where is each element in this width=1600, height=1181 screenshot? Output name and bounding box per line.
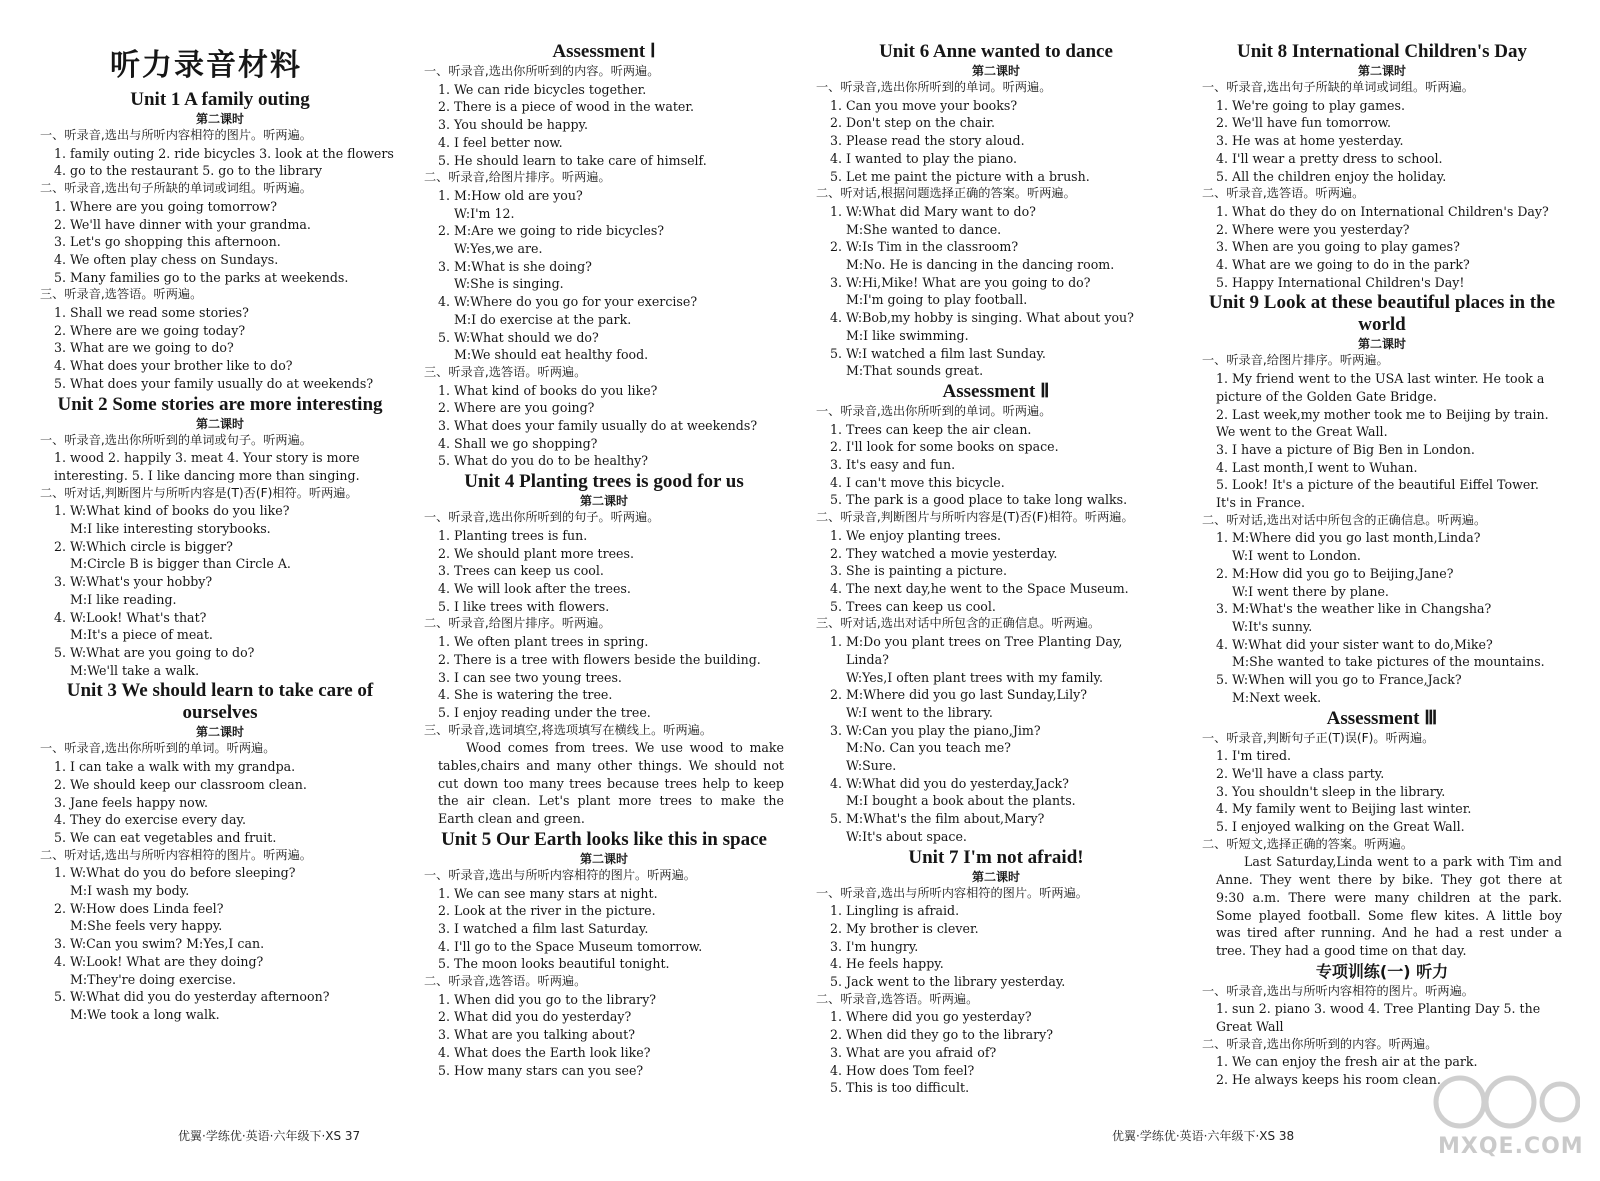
list-item: 2. They watched a movie yesterday. [830, 545, 1058, 561]
list-item: 5. W:What should we do? [438, 329, 599, 345]
list-item: 3. What are you afraid of? [830, 1044, 997, 1060]
list-item: 5. We can eat vegetables and fruit. [54, 829, 277, 845]
list-item: M:I do exercise at the park. [454, 311, 632, 327]
list-item: 2. What did you do yesterday? [438, 1009, 632, 1025]
unit-3-section-2-list [40, 864, 400, 1023]
unit-9-section-1-list [1202, 370, 1562, 512]
list-item: 2. Where are we going today? [54, 322, 246, 338]
list-item: 1. We can enjoy the fresh air at the park. [1216, 1054, 1478, 1070]
assessment-1-section-1: 一、听录音,选出你所听到的内容。听两遍。 [424, 64, 660, 78]
list-item: 5. M:What's the film about,Mary? [830, 811, 1045, 827]
list-item: 4. W:Look! What are they doing? [54, 953, 264, 969]
list-item: 1. What do they do on International Children's Day? [1216, 203, 1549, 219]
column-1 [40, 40, 400, 1024]
list-item: 4. Shall we go shopping? [438, 435, 598, 451]
unit-6-title: Unit 6 Anne wanted to dance [879, 41, 1113, 62]
list-item: 3. W:Hi,Mike! What are you going to do? [830, 274, 1091, 290]
list-item: 3. Please read the story aloud. [830, 133, 1025, 149]
list-item: 4. W:Look! What's that? [54, 609, 207, 625]
list-item: M:Next week. [1232, 689, 1322, 705]
list-item: M:I bought a book about the plants. [846, 793, 1076, 809]
list-item: 1. M:Do you plant trees on Tree Planting Day, [830, 634, 1123, 650]
list-item: 1. Lingling is afraid. [830, 903, 960, 919]
list-item: 5. Trees can keep us cool. [830, 598, 996, 614]
unit-3-title: Unit 3 We should learn to take care of ourselves [66, 680, 374, 724]
list-item: 1. M:How old are you? [438, 187, 583, 203]
list-item: 2. M:Are we going to ride bicycles? [438, 223, 665, 239]
unit-2-section-1-text: 1. wood 2. happily 3. meat 4. Your story is more interesting. 5. I like dancing more than singing. [54, 450, 360, 483]
answer-key-icon [1420, 1072, 1580, 1132]
unit-1-section-2: 二、听录音,选出句子所缺的单词或词组。听两遍。 [40, 181, 312, 196]
unit-3-section-2: 二、听对话,选出与所听内容相符的图片。听两遍。 [40, 847, 312, 862]
list-item: 5. Happy International Children's Day! [1216, 274, 1465, 290]
list-item: 1. We're going to play games. [1216, 97, 1405, 113]
list-item: 5. What does your family usually do at weekends? [54, 375, 374, 391]
unit-4-section-2-list [424, 633, 784, 722]
list-item: 3. Jane feels happy now. [54, 794, 209, 810]
list-item: 5. What do you do to be healthy? [438, 453, 649, 469]
unit-1-section-2-list [40, 198, 400, 287]
unit-5-section-1-list [424, 885, 784, 974]
list-item: W:It's about space. [846, 828, 967, 844]
unit-3-section-1: 一、听录音,选出你所听到的单词。听两遍。 [40, 741, 276, 756]
unit-1-section-3-list [40, 304, 400, 393]
list-item: 1. Where did you go yesterday? [830, 1009, 1032, 1025]
list-item: 2. We'll have dinner with your grandma. [54, 216, 311, 232]
list-item: 5. W:What did you do yesterday afternoon? [54, 989, 330, 1005]
list-item: 2. My brother is clever. [830, 920, 979, 936]
list-item: 3. You shouldn't sleep in the library. [1216, 783, 1446, 799]
list-item: 3. What are we going to do? [54, 340, 234, 356]
list-item: M:I'm going to play football. [846, 292, 1028, 308]
list-item: W:I'm 12. [454, 205, 515, 221]
list-item: 1. Planting trees is fun. [438, 527, 588, 543]
list-item: 2. There is a piece of wood in the water. [438, 99, 694, 115]
list-item: 5. Let me paint the picture with a brush. [830, 168, 1090, 184]
list-item: 2. W:How does Linda feel? [54, 900, 224, 916]
special-training-section-1-text: 1. sun 2. piano 3. wood 4. Tree Planting Day 5. the Great Wall [1216, 1001, 1541, 1035]
list-item: 4. W:Where do you go for your exercise? [438, 294, 698, 310]
list-item: 4. They do exercise every day. [54, 812, 246, 828]
list-item: 1. We can ride bicycles together. [438, 81, 647, 97]
list-item: 4. We often play chess on Sundays. [54, 251, 279, 267]
unit-1-section-1-text: 1. family outing 2. ride bicycles 3. look at the flowers 4. go to the restaurant 5. go to the library [54, 145, 394, 179]
list-item: 4. How does Tom feel? [830, 1062, 975, 1078]
list-item: 1. My friend went to the USA last winter. He took a picture of the Golden Gate Bridge. [1216, 371, 1545, 404]
list-item: 2. Don't step on the chair. [830, 115, 996, 131]
list-item: M:No. Can you teach me? [846, 740, 1011, 756]
list-item: M:It's a piece of meat. [70, 627, 213, 643]
list-item: M:We took a long walk. [70, 1006, 220, 1022]
list-item: 4. I'll go to the Space Museum tomorrow. [438, 938, 703, 954]
unit-1-section-1: 一、听录音,选出与所听内容相符的图片。听两遍。 [40, 128, 312, 142]
list-item: 1. Can you move your books? [830, 97, 1018, 113]
list-item: 3. Trees can keep us cool. [438, 563, 604, 579]
list-item: 5. All the children enjoy the holiday. [1216, 168, 1447, 184]
unit-4-section-1-list [424, 527, 784, 616]
list-item: 2. He always keeps his room clean. [1216, 1072, 1441, 1088]
unit-3-section-1-list [40, 758, 400, 847]
assessment-1-section-3: 三、听录音,选答语。听两遍。 [424, 364, 587, 379]
unit-5-section-2: 二、听录音,选答语。听两遍。 [424, 974, 587, 989]
list-item: 2. Look at the river in the picture. [438, 903, 656, 919]
list-item: M:I like interesting storybooks. [70, 521, 271, 537]
list-item: 1. When did you go to the library? [438, 991, 657, 1007]
unit-7-section-1: 一、听录音,选出与所听内容相符的图片。听两遍。 [816, 885, 1088, 900]
list-item: W:It's sunny. [1232, 618, 1313, 634]
assessment-1-section-2: 二、听录音,给图片排序。听两遍。 [424, 170, 611, 185]
assessment-2-section-3: 三、听对话,选出对话中所包含的正确信息。听两遍。 [816, 616, 1101, 631]
list-item: W:I went there by plane. [1232, 583, 1389, 599]
list-item: 2. When did they go to the library? [830, 1027, 1053, 1043]
list-item: 5. W:What are you going to do? [54, 644, 255, 660]
list-item: 3. What are you talking about? [438, 1027, 635, 1043]
unit-6-section-2-list [816, 203, 1176, 380]
column-4 [1202, 40, 1562, 1089]
unit-9-section-1: 一、听录音,给图片排序。听两遍。 [1202, 353, 1389, 368]
unit-4-section-2: 二、听录音,给图片排序。听两遍。 [424, 616, 611, 631]
list-item: 2. We should keep our classroom clean. [54, 776, 307, 792]
list-item: Linda? [846, 651, 889, 667]
list-item: M:Circle B is bigger than Circle A. [70, 556, 291, 572]
list-item: 3. She is painting a picture. [830, 563, 1007, 579]
assessment-2-section-3-list [816, 633, 1176, 845]
list-item: 3. I'm hungry. [830, 938, 919, 954]
unit-7-section-2-list [816, 1008, 1176, 1097]
list-item: 1. W:What kind of books do you like? [54, 503, 290, 519]
assessment-1-section-2-list [424, 187, 784, 364]
unit-1-title: Unit 1 A family outing [130, 89, 310, 110]
assessment-2-section-2: 二、听录音,判断图片与所听内容是(T)否(F)相符。听两遍。 [816, 510, 1134, 525]
list-item: 4. I'll wear a pretty dress to school. [1216, 150, 1443, 166]
unit-4-passage: Wood comes from trees. We use wood to make tables,chairs and many other things. We should not cut down too many trees because trees help to keep the air clean. Let's plant more trees to make the Earth clean and green. [438, 740, 784, 827]
list-item: 4. What does your brother like to do? [54, 358, 293, 374]
unit-9-section-2-list [1202, 529, 1562, 706]
list-item: 2. There is a tree with flowers beside the building. [438, 651, 761, 667]
list-item: M:I wash my body. [70, 883, 190, 899]
assessment-1-section-3-list [424, 382, 784, 471]
unit-4-section-1: 一、听录音,选出你所听到的句子。听两遍。 [424, 510, 660, 525]
list-item: 5. I like trees with flowers. [438, 598, 610, 614]
list-item: 3. What does your family usually do at weekends? [438, 418, 758, 434]
list-item: 3. You should be happy. [438, 117, 588, 133]
assessment-3-title: Assessment Ⅲ [1326, 707, 1438, 729]
unit-6-section-1: 一、听录音,选出你所听到的单词。听两遍。 [816, 80, 1052, 94]
unit-1-section-3: 三、听录音,选答语。听两遍。 [40, 287, 203, 302]
list-item: 4. What does the Earth look like? [438, 1044, 651, 1060]
list-item: 1. I can take a walk with my grandpa. [54, 759, 296, 775]
unit-1-lesson: 第二课时 [195, 112, 244, 126]
column-3 [816, 40, 1176, 1097]
list-item: 3. I have a picture of Big Ben in London. [1216, 441, 1475, 457]
assessment-3-section-1: 一、听录音,判断句子正(T)误(F)。听两遍。 [1202, 730, 1435, 745]
page-footer-right: 优翼·学练优·英语·六年级下·XS 38 [1112, 1129, 1295, 1143]
unit-8-lesson: 第二课时 [1357, 64, 1406, 78]
list-item: W:I went to London. [1232, 548, 1361, 564]
unit-9-title: Unit 9 Look at these beautiful places in the world [1208, 292, 1556, 336]
list-item: W:She is singing. [454, 276, 564, 292]
list-item: 1. We often plant trees in spring. [438, 634, 649, 650]
list-item: 3. When are you going to play games? [1216, 239, 1460, 255]
list-item: 1. W:What did Mary want to do? [830, 203, 1036, 219]
list-item: 1. Where are you going tomorrow? [54, 198, 277, 214]
list-item: 1. I'm tired. [1216, 748, 1292, 764]
list-item: 3. M:What's the weather like in Changsha? [1216, 601, 1492, 617]
list-item: M:That sounds great. [846, 363, 984, 379]
assessment-2-section-1: 一、听录音,选出你所听到的单词。听两遍。 [816, 403, 1052, 418]
list-item: 2. We'll have fun tomorrow. [1216, 115, 1392, 131]
list-item: 2. M:Where did you go last Sunday,Lily? [830, 687, 1087, 703]
list-item: 1. What kind of books do you like? [438, 382, 658, 398]
special-training-section-1: 一、听录音,选出与所听内容相符的图片。听两遍。 [1202, 983, 1474, 998]
unit-5-section-2-list [424, 991, 784, 1080]
special-training-section-2: 二、听录音,选出你所听到的内容。听两遍。 [1202, 1036, 1438, 1051]
assessment-3-passage: Last Saturday,Linda went to a park with Tim and Anne. They went there by bike. They got there at 9:30 a.m. There were many children at the park. Some played football. Some flew kites. A little boy was tired after running. And he had a rest under a tree. They had a good time on that day. [1216, 854, 1562, 958]
unit-2-section-1: 一、听录音,选出你所听到的单词或句子。听两遍。 [40, 432, 312, 447]
watermark-logo [1420, 1072, 1584, 1162]
list-item: 2. W:Which circle is bigger? [54, 538, 233, 554]
page-footer-left: 优翼·学练优·英语·六年级下·XS 37 [178, 1129, 361, 1143]
special-training-title: 专项训练(一) 听力 [1315, 961, 1449, 981]
list-item: 4. W:Bob,my hobby is singing. What about you? [830, 310, 1134, 326]
unit-8-section-1: 一、听录音,选出句子所缺的单词或词组。听两遍。 [1202, 80, 1474, 94]
unit-2-lesson: 第二课时 [195, 416, 244, 431]
list-item: 3. W:What's your hobby? [54, 574, 213, 590]
list-item: M:She wanted to take pictures of the mountains. [1232, 654, 1545, 670]
list-item: 4. He feels happy. [830, 956, 944, 972]
list-item: M:We should eat healthy food. [454, 347, 649, 363]
column-2 [424, 40, 784, 1079]
list-item: 2. We should plant more trees. [438, 545, 634, 561]
watermark-text: MXQE.COM [1438, 1134, 1584, 1159]
list-item: W:Yes,we are. [454, 241, 543, 257]
unit-6-lesson: 第二课时 [971, 64, 1020, 78]
list-item: 4. I wanted to play the piano. [830, 150, 1018, 166]
list-item: 2. Last week,my mother took me to Beijing by train. We went to the Great Wall. [1216, 406, 1549, 440]
list-item: 2. M:How did you go to Beijing,Jane? [1216, 565, 1454, 581]
list-item: 5. W:When will you go to France,Jack? [1216, 672, 1462, 688]
list-item: M:I like reading. [70, 591, 177, 607]
list-item: 3. Let's go shopping this afternoon. [54, 234, 281, 250]
unit-8-section-2: 二、听录音,选答语。听两遍。 [1202, 186, 1365, 201]
list-item: 5. The park is a good place to take long walks. [830, 492, 1128, 508]
list-item: 4. She is watering the tree. [438, 687, 613, 703]
unit-7-lesson: 第二课时 [971, 869, 1020, 884]
list-item: 3. He was at home yesterday. [1216, 133, 1404, 149]
unit-6-section-1-list [816, 97, 1176, 186]
unit-5-section-1: 一、听录音,选出与所听内容相符的图片。听两遍。 [424, 867, 696, 882]
list-item: 1. We enjoy planting trees. [830, 527, 1001, 543]
unit-9-section-2: 二、听对话,选出对话中所包含的正确信息。听两遍。 [1202, 512, 1487, 527]
unit-6-section-2: 二、听对话,根据问题选择正确的答案。听两遍。 [816, 186, 1076, 201]
unit-2-section-2: 二、听对话,判断图片与所听内容是(T)否(F)相符。听两遍。 [40, 485, 358, 500]
list-item: 1. M:Where did you go last month,Linda? [1216, 530, 1481, 546]
unit-8-section-2-list [1202, 203, 1562, 292]
list-item: 4. I can't move this bicycle. [830, 474, 1005, 490]
list-item: 5. W:I watched a film last Sunday. [830, 345, 1046, 361]
list-item: M:She feels very happy. [70, 918, 223, 934]
unit-8-section-1-list [1202, 97, 1562, 186]
assessment-2-title: Assessment Ⅱ [942, 380, 1050, 402]
page-title: 听力录音材料 [110, 48, 302, 83]
list-item: 3. It's easy and fun. [830, 457, 956, 473]
list-item: 5. I enjoyed walking on the Great Wall. [1216, 819, 1465, 835]
unit-9-lesson: 第二课时 [1357, 337, 1406, 352]
unit-4-title: Unit 4 Planting trees is good for us [464, 471, 744, 493]
unit-7-section-1-list [816, 902, 1176, 991]
list-item: 5. How many stars can you see? [438, 1062, 644, 1078]
list-item: 2. Where are you going? [438, 400, 595, 416]
list-item: 1. Shall we read some stories? [54, 305, 249, 321]
unit-4-section-3: 三、听录音,选词填空,将选项填写在横线上。听两遍。 [424, 722, 713, 737]
list-item: 4. What are we going to do in the park? [1216, 257, 1470, 273]
list-item: W:I went to the library. [846, 704, 993, 720]
list-item: 4. W:What did you do yesterday,Jack? [830, 775, 1069, 791]
list-item: 3. M:What is she doing? [438, 258, 592, 274]
unit-2-title: Unit 2 Some stories are more interesting [57, 393, 383, 415]
list-item: 1. W:What do you do before sleeping? [54, 865, 296, 881]
assessment-2-section-1-list [816, 421, 1176, 510]
assessment-3-section-1-list [1202, 747, 1562, 836]
list-item: W:Sure. [846, 758, 897, 774]
assessment-1-section-1-list [424, 81, 784, 170]
list-item: 2. I'll look for some books on space. [830, 439, 1059, 455]
list-item: 5. Jack went to the library yesterday. [830, 974, 1066, 990]
list-item: 1. We can see many stars at night. [438, 885, 658, 901]
unit-5-title: Unit 5 Our Earth looks like this in space [441, 828, 767, 850]
list-item: 5. Look! It's a picture of the beautiful Eiffel Tower. It's in France. [1216, 477, 1539, 511]
list-item: 3. W:Can you swim? M:Yes,I can. [54, 936, 265, 952]
list-item: 4. My family went to Beijing last winter. [1216, 801, 1472, 817]
list-item: 2. Where were you yesterday? [1216, 221, 1410, 237]
list-item: 4. Last month,I went to Wuhan. [1216, 459, 1418, 475]
unit-4-lesson: 第二课时 [579, 494, 628, 509]
list-item: 5. Many families go to the parks at weekends. [54, 269, 349, 285]
list-item: 5. This is too difficult. [830, 1080, 970, 1096]
unit-8-title: Unit 8 International Children's Day [1237, 41, 1527, 62]
list-item: 3. W:Can you play the piano,Jim? [830, 722, 1041, 738]
list-item: 4. We will look after the trees. [438, 580, 631, 596]
list-item: 5. The moon looks beautiful tonight. [438, 956, 670, 972]
list-item: 3. I watched a film last Saturday. [438, 920, 649, 936]
list-item: 5. He should learn to take care of himself. [438, 152, 707, 168]
list-item: M:I like swimming. [846, 327, 969, 343]
unit-2-section-2-list [40, 502, 400, 679]
list-item: M:We'll take a walk. [70, 662, 200, 678]
list-item: 2. W:Is Tim in the classroom? [830, 239, 1019, 255]
list-item: 5. I enjoy reading under the tree. [438, 704, 651, 720]
list-item: 4. W:What did your sister want to do,Mike? [1216, 636, 1493, 652]
list-item: 4. The next day,he went to the Space Museum. [830, 580, 1129, 596]
list-item: M:No. He is dancing in the dancing room. [846, 257, 1115, 273]
assessment-2-section-2-list [816, 527, 1176, 616]
list-item: 1. Trees can keep the air clean. [830, 421, 1032, 437]
unit-3-lesson: 第二课时 [195, 725, 244, 740]
unit-7-title: Unit 7 I'm not afraid! [908, 846, 1084, 868]
list-item: M:She wanted to dance. [846, 221, 1002, 237]
assessment-1-title: Assessment Ⅰ [552, 41, 656, 62]
list-item: W:Yes,I often plant trees with my family. [846, 669, 1103, 685]
list-item: 3. I can see two young trees. [438, 669, 622, 685]
list-item: 2. We'll have a class party. [1216, 765, 1385, 781]
unit-5-lesson: 第二课时 [579, 851, 628, 866]
assessment-3-section-2: 二、听短文,选择正确的答案。听两遍。 [1202, 836, 1414, 851]
list-item: 4. I feel better now. [438, 134, 563, 150]
list-item: M:They're doing exercise. [70, 971, 237, 987]
unit-7-section-2: 二、听录音,选答语。听两遍。 [816, 991, 979, 1006]
